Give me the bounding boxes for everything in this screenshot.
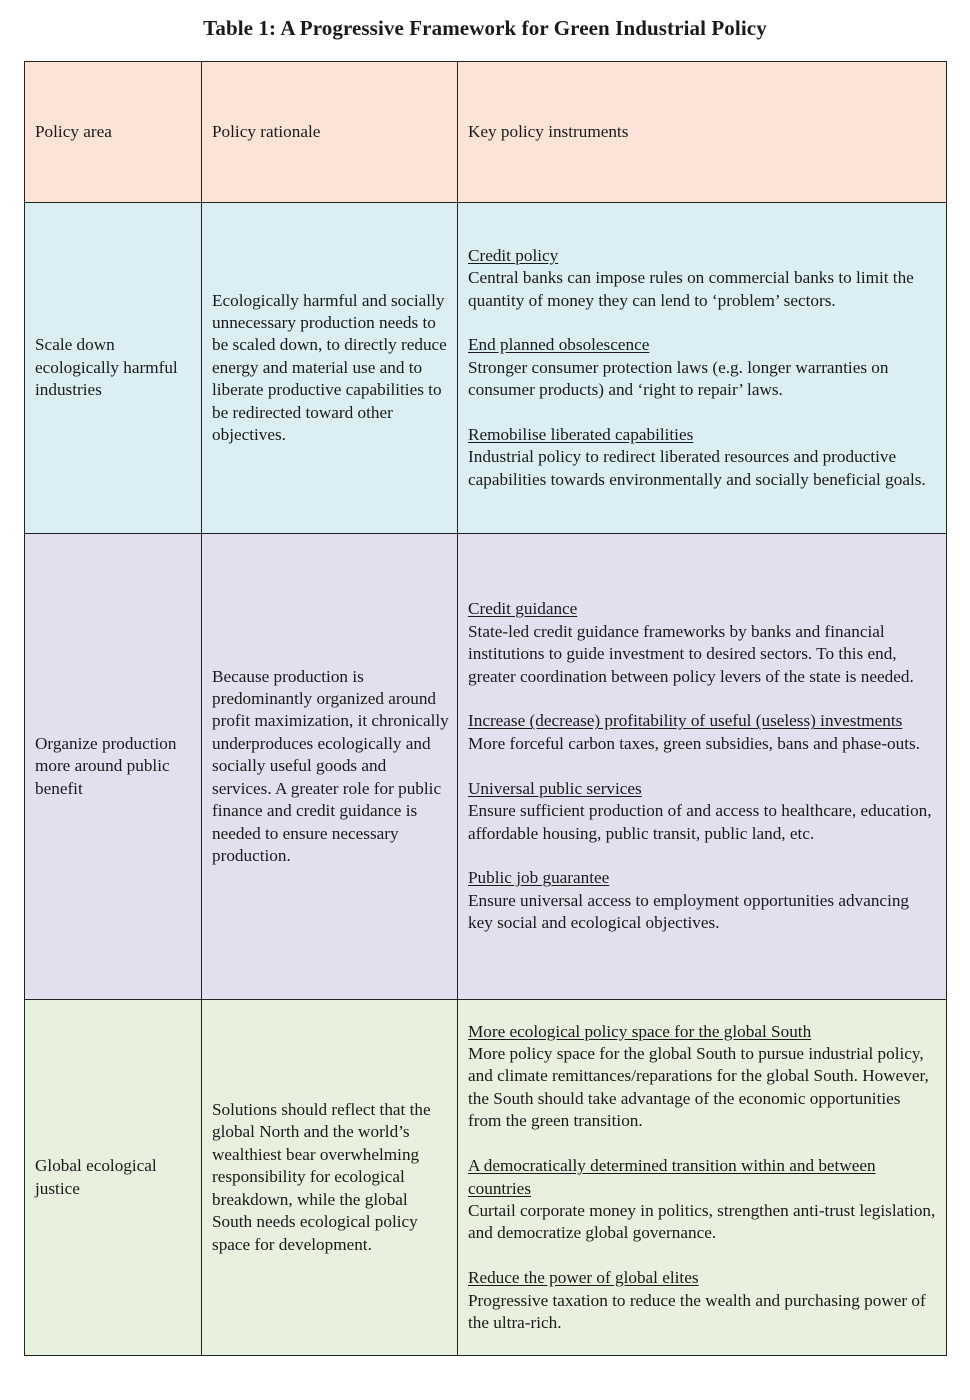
- policy-instruments-cell: [458, 203, 947, 534]
- instrument-item: [468, 867, 936, 934]
- instrument-item: [468, 1021, 936, 1133]
- table-title: Table 1: A Progressive Framework for Green Industrial Policy: [203, 16, 767, 40]
- policy-instruments-cell: [458, 1000, 947, 1356]
- instrument-title: Remobilise liberated capabilities: [468, 425, 694, 444]
- instrument-description: Central banks can impose rules on commercial banks to limit the quantity of money they can lend to ‘problem’ sectors.: [468, 268, 914, 310]
- policy-rationale-cell: Solutions should reflect that the global North and the world’s wealthiest bear overwhelming responsibility for ecological breakdown, while the global South needs ecological policy space for development.: [202, 1000, 458, 1356]
- policy-rationale-cell: Because production is predominantly organized around profit maximization, it chronically underproduces ecologically and socially useful goods and services. A greater role for public finance and credit guidance is needed to ensure necessary production.: [202, 534, 458, 1000]
- policy-area-cell: Global ecological justice: [25, 1000, 202, 1356]
- instrument-title: Reduce the power of global elites: [468, 1268, 699, 1288]
- instrument-item: [468, 245, 936, 312]
- policy-framework-table: [24, 61, 947, 1356]
- instrument-description: Progressive taxation to reduce the wealth and purchasing power of the ultra-rich.: [468, 1290, 926, 1332]
- instrument-item: [468, 334, 936, 401]
- instrument-description: State-led credit guidance frameworks by banks and financial institutions to guide investment to desired sectors. To this end, greater coordination between policy levers of the state is needed.: [468, 621, 914, 686]
- instrument-item: [468, 1155, 936, 1245]
- instrument-description: Ensure sufficient production of and access to healthcare, education, affordable housing, public transit, public land, etc.: [468, 801, 932, 843]
- policy-area-cell: Organize production more around public benefit: [25, 534, 202, 1000]
- instrument-description: Stronger consumer protection laws (e.g. longer warranties on consumer products) and ‘right to repair’ laws.: [468, 357, 889, 400]
- instrument-description: Ensure universal access to employment opportunities advancing key social and ecological objectives.: [468, 890, 910, 933]
- policy-area-cell: Scale down ecologically harmful industries: [25, 203, 202, 534]
- table-row: [25, 203, 947, 534]
- header-policy-rationale: Policy rationale: [202, 62, 458, 203]
- instrument-description: Industrial policy to redirect liberated resources and productive capabilities towards environmentally and socially beneficial goals.: [468, 447, 926, 489]
- instrument-title: End planned obsolescence: [468, 335, 650, 355]
- instrument-item: [468, 1267, 936, 1334]
- instrument-title: Public job guarantee: [468, 868, 610, 888]
- instrument-title: A democratically determined transition within and between countries: [468, 1156, 876, 1198]
- instrument-description: Curtail corporate money in politics, strengthen anti-trust legislation, and democratize global governance.: [468, 1200, 936, 1243]
- instrument-item: [468, 710, 936, 755]
- header-policy-area: Policy area: [25, 62, 202, 203]
- table-row: [25, 534, 947, 1000]
- table-row: [25, 1000, 947, 1356]
- instrument-description: More forceful carbon taxes, green subsidies, bans and phase-outs.: [468, 733, 920, 753]
- policy-instruments-cell: [458, 534, 947, 1000]
- instrument-item: [468, 424, 936, 491]
- instrument-title: Credit guidance: [468, 599, 578, 619]
- header-key-policy-instruments: Key policy instruments: [458, 62, 947, 203]
- instrument-item: [468, 598, 936, 688]
- instrument-title: Credit policy: [468, 245, 559, 265]
- header-row: [25, 62, 947, 203]
- instrument-title: Increase (decrease) profitability of useful (useless) investments: [468, 711, 903, 731]
- policy-rationale-cell: Ecologically harmful and socially unnecessary production needs to be scaled down, to directly reduce energy and material use and to liberate productive capabilities to be redirected toward other objectives.: [202, 203, 458, 534]
- instrument-item: [468, 778, 936, 845]
- instrument-title: Universal public services: [468, 778, 642, 798]
- instrument-description: More policy space for the global South to pursue industrial policy, and climate remittances/reparations for the global South. However, the South should take advantage of the economic opportunities from the green transition.: [468, 1044, 929, 1131]
- instrument-title: More ecological policy space for the global South: [468, 1021, 812, 1041]
